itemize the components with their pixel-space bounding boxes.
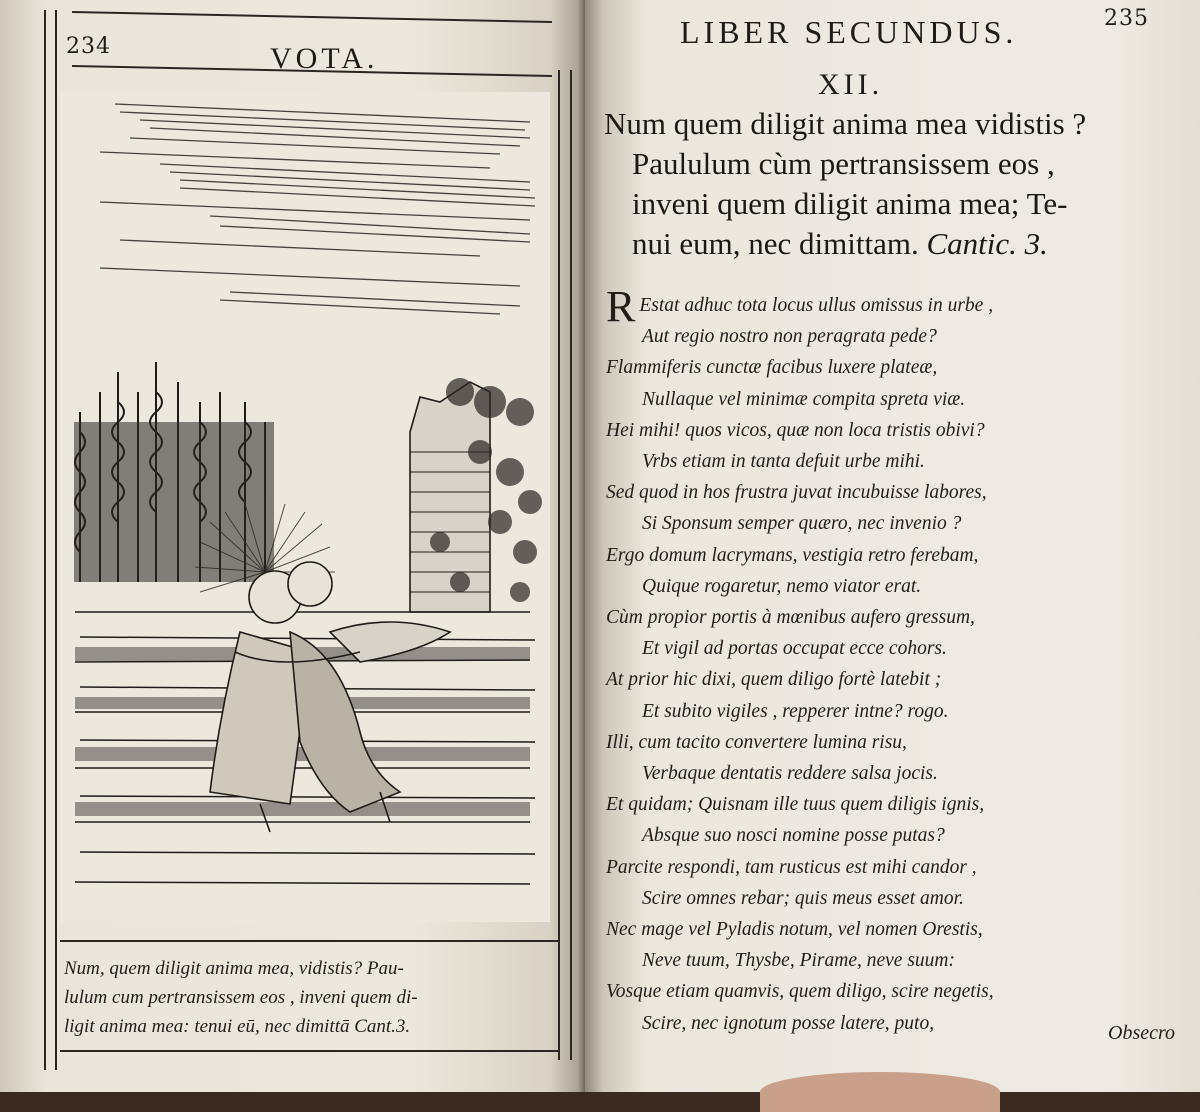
scripture-motto (604, 104, 1164, 264)
poem-line: Ergo domum lacrymans, vestigia retro ferebam, (606, 544, 979, 566)
poem-line: Flammiferis cunctæ facibus luxere plateæ, (606, 357, 938, 379)
drop-cap: R (606, 282, 636, 331)
poem-line: Neve tuum, Thysbe, Pirame, neve suum: (642, 950, 955, 972)
poem-line: Et subito vigiles , repperer intne? rogo. (642, 700, 949, 722)
poem-line: Scire, nec ignotum posse latere, puto, (642, 1012, 935, 1034)
poem-line: Aut regio nostro non peragrata pede? (642, 326, 937, 348)
poem-line: Quique rogaretur, nemo viator erat. (642, 575, 922, 597)
left-inner-rule (55, 10, 57, 1070)
poem-line: At prior hic dixi, quem diligo fortè latebit ; (606, 669, 942, 691)
poem-line: Si Sponsum semper quæro, nec invenio ? (642, 513, 962, 535)
left-bottom-rule (60, 1050, 560, 1052)
poem-line: Nec mage vel Pyladis notum, vel nomen Orestis, (606, 919, 983, 941)
engraving-embracing-figures (60, 92, 550, 922)
poem-line: Vrbs etiam in tanta defuit urbe mihi. (642, 451, 925, 473)
elegy-poem (606, 282, 1186, 1039)
poem-line: Et vigil ad portas occupat ecce cohors. (642, 638, 947, 660)
poem-line: Vosque etiam quamvis, quem diligo, scire negetis, (606, 981, 994, 1003)
poem-line: Illi, cum tacito convertere lumina risu, (606, 731, 907, 753)
left-folio: 234 (66, 34, 111, 59)
poem-line: Sed quod in hos frustra juvat incubuisse labores, (606, 482, 987, 504)
motto-line: Num quem diligit anima mea vidistis ? (604, 106, 1087, 141)
right-running-head: LIBER SECUNDUS. (680, 14, 1018, 50)
caption-line: lulum cum pertransissem eos , inveni quem di- (64, 987, 418, 1008)
poem-line: Verbaque dentatis reddere salsa jocis. (642, 763, 938, 785)
poem-line-text: Estat adhuc tota locus ullus omissus in urbe , (639, 295, 994, 316)
left-caption-rule (60, 940, 560, 942)
catchword: Obsecro (1108, 1022, 1176, 1044)
poem-line: Absque suo nosci nomine posse putas? (642, 825, 945, 847)
motto-line: inveni quem diligit anima mea; Te- (632, 186, 1068, 221)
caption-line: ligit anima mea: tenui eū, nec dimittā Cant.3. (64, 1016, 411, 1037)
poem-line: Scire omnes rebar; quis meus esset amor. (642, 887, 964, 909)
poem-line: Nullaque vel minimæ compita spreta viæ. (642, 388, 966, 410)
left-gutter-rule (558, 70, 560, 1060)
motto-citation: Cantic. 3. (926, 226, 1048, 261)
left-running-head: VOTA. (270, 42, 379, 75)
caption-line: Num, quem diligit anima mea, vidistis? Pau- (64, 958, 404, 979)
motto-line-last (604, 224, 1164, 264)
section-number: XII. (818, 68, 884, 101)
right-folio: 235 (1104, 6, 1149, 31)
motto-text: nui eum, nec dimittam. (632, 226, 919, 261)
poem-first-line (606, 282, 1186, 331)
poem-line: Hei mihi! quos vicos, quæ non loca tristis obivi? (606, 419, 985, 441)
poem-line: Parcite respondi, tam rusticus est mihi candor , (606, 856, 977, 878)
engraving-caption (64, 954, 564, 1041)
reader-thumb (760, 1072, 1000, 1112)
poem-line: Et quidam; Quisnam ille tuus quem diligis ignis, (606, 794, 985, 816)
motto-line: Paululum cùm pertransissem eos , (632, 146, 1055, 181)
poem-line: Cùm propior portis à mœnibus aufero gressum, (606, 607, 975, 629)
left-gutter-rule-2 (570, 70, 572, 1060)
left-outer-rule (44, 10, 46, 1070)
